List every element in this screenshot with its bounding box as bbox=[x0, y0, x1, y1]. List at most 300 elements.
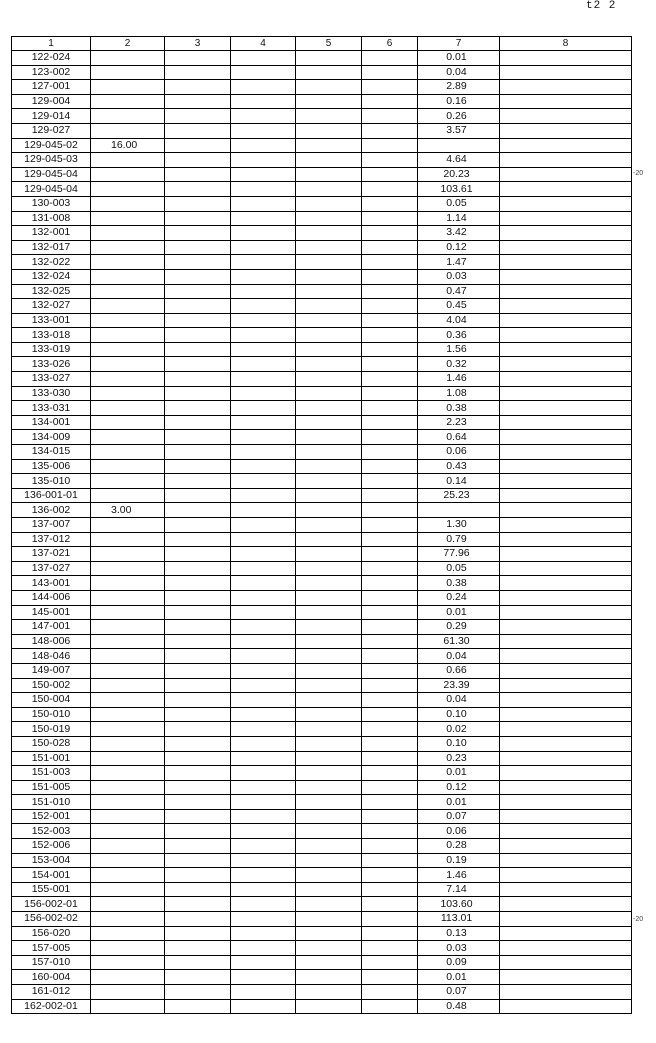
cell-col-7: 0.19 bbox=[418, 853, 500, 868]
cell-col-1: 133-001 bbox=[12, 313, 91, 328]
cell-col-7: 1.46 bbox=[418, 372, 500, 387]
cell-col-2 bbox=[91, 51, 165, 66]
empty-cell bbox=[165, 532, 231, 547]
empty-cell bbox=[165, 678, 231, 693]
empty-cell bbox=[165, 722, 231, 737]
empty-cell bbox=[231, 999, 296, 1014]
cell-col-2 bbox=[91, 401, 165, 416]
empty-cell bbox=[296, 284, 362, 299]
cell-col-1: 144-006 bbox=[12, 590, 91, 605]
cell-col-7: 0.04 bbox=[418, 649, 500, 664]
empty-cell bbox=[296, 123, 362, 138]
empty-cell bbox=[362, 284, 418, 299]
cell-col-7: 77.96 bbox=[418, 547, 500, 562]
cell-col-1: 133-019 bbox=[12, 342, 91, 357]
table-row bbox=[12, 109, 632, 124]
cell-col-2 bbox=[91, 255, 165, 270]
empty-cell bbox=[500, 123, 632, 138]
empty-cell bbox=[362, 488, 418, 503]
cell-col-1: 155-001 bbox=[12, 882, 91, 897]
cell-col-1: 134-009 bbox=[12, 430, 91, 445]
table-row bbox=[12, 678, 632, 693]
cell-col-2 bbox=[91, 576, 165, 591]
cell-col-7: 0.01 bbox=[418, 795, 500, 810]
cell-col-2 bbox=[91, 65, 165, 80]
cell-col-1: 153-004 bbox=[12, 853, 91, 868]
empty-cell bbox=[296, 94, 362, 109]
ledger-table bbox=[11, 36, 632, 1014]
cell-col-2 bbox=[91, 912, 165, 927]
empty-cell bbox=[231, 853, 296, 868]
empty-cell bbox=[165, 459, 231, 474]
table-row bbox=[12, 328, 632, 343]
empty-cell bbox=[165, 474, 231, 489]
empty-cell bbox=[500, 518, 632, 533]
margin-note: -20 bbox=[633, 916, 644, 923]
empty-cell bbox=[231, 167, 296, 182]
empty-cell bbox=[231, 561, 296, 576]
empty-cell bbox=[500, 766, 632, 781]
empty-cell bbox=[165, 65, 231, 80]
cell-col-2 bbox=[91, 488, 165, 503]
cell-col-1: 151-001 bbox=[12, 751, 91, 766]
table-row bbox=[12, 605, 632, 620]
empty-cell bbox=[165, 445, 231, 460]
empty-cell bbox=[231, 284, 296, 299]
empty-cell bbox=[231, 196, 296, 211]
empty-cell bbox=[231, 985, 296, 1000]
empty-cell bbox=[231, 211, 296, 226]
cell-col-1: 134-001 bbox=[12, 415, 91, 430]
empty-cell bbox=[165, 51, 231, 66]
table-row bbox=[12, 824, 632, 839]
empty-cell bbox=[231, 299, 296, 314]
empty-cell bbox=[362, 853, 418, 868]
empty-cell bbox=[362, 532, 418, 547]
table-row bbox=[12, 736, 632, 751]
cell-col-1: 129-004 bbox=[12, 94, 91, 109]
cell-col-2 bbox=[91, 299, 165, 314]
page-marker: t2 2 bbox=[586, 0, 617, 12]
empty-cell bbox=[296, 109, 362, 124]
cell-col-7: 0.79 bbox=[418, 532, 500, 547]
empty-cell bbox=[165, 766, 231, 781]
empty-cell bbox=[296, 196, 362, 211]
empty-cell bbox=[165, 284, 231, 299]
empty-cell bbox=[231, 576, 296, 591]
empty-cell bbox=[296, 182, 362, 197]
empty-cell bbox=[165, 503, 231, 518]
empty-cell bbox=[231, 342, 296, 357]
cell-col-7: 0.06 bbox=[418, 824, 500, 839]
cell-col-2 bbox=[91, 766, 165, 781]
cell-col-7: 4.64 bbox=[418, 153, 500, 168]
cell-col-2 bbox=[91, 824, 165, 839]
table-row bbox=[12, 80, 632, 95]
empty-cell bbox=[231, 605, 296, 620]
empty-cell bbox=[231, 269, 296, 284]
table-row bbox=[12, 211, 632, 226]
cell-col-2 bbox=[91, 839, 165, 854]
cell-col-2 bbox=[91, 153, 165, 168]
table-row bbox=[12, 299, 632, 314]
empty-cell bbox=[296, 138, 362, 153]
cell-col-2 bbox=[91, 605, 165, 620]
table-row bbox=[12, 912, 632, 927]
cell-col-7: 0.02 bbox=[418, 722, 500, 737]
empty-cell bbox=[165, 94, 231, 109]
empty-cell bbox=[231, 532, 296, 547]
cell-col-1: 132-017 bbox=[12, 240, 91, 255]
empty-cell bbox=[362, 138, 418, 153]
cell-col-7: 0.04 bbox=[418, 65, 500, 80]
cell-col-7: 1.08 bbox=[418, 386, 500, 401]
cell-col-1: 136-002 bbox=[12, 503, 91, 518]
cell-col-1: 151-005 bbox=[12, 780, 91, 795]
empty-cell bbox=[231, 153, 296, 168]
cell-col-1: 132-024 bbox=[12, 269, 91, 284]
table-row bbox=[12, 634, 632, 649]
empty-cell bbox=[296, 868, 362, 883]
cell-col-2 bbox=[91, 751, 165, 766]
cell-col-1: 157-005 bbox=[12, 941, 91, 956]
empty-cell bbox=[362, 445, 418, 460]
empty-cell bbox=[362, 211, 418, 226]
empty-cell bbox=[362, 605, 418, 620]
cell-col-1: 157-010 bbox=[12, 955, 91, 970]
table-row bbox=[12, 809, 632, 824]
table-row bbox=[12, 459, 632, 474]
empty-cell bbox=[296, 255, 362, 270]
empty-cell bbox=[500, 445, 632, 460]
table-row bbox=[12, 722, 632, 737]
cell-col-7: 0.12 bbox=[418, 240, 500, 255]
empty-cell bbox=[362, 707, 418, 722]
empty-cell bbox=[296, 561, 362, 576]
empty-cell bbox=[362, 634, 418, 649]
empty-cell bbox=[165, 620, 231, 635]
cell-col-1: 129-045-04 bbox=[12, 167, 91, 182]
empty-cell bbox=[231, 240, 296, 255]
empty-cell bbox=[500, 65, 632, 80]
empty-cell bbox=[362, 459, 418, 474]
cell-col-2 bbox=[91, 182, 165, 197]
empty-cell bbox=[296, 415, 362, 430]
cell-col-2 bbox=[91, 459, 165, 474]
empty-cell bbox=[296, 839, 362, 854]
cell-col-1: 132-022 bbox=[12, 255, 91, 270]
table-row bbox=[12, 372, 632, 387]
cell-col-7: 1.47 bbox=[418, 255, 500, 270]
empty-cell bbox=[362, 561, 418, 576]
cell-col-7: 61.30 bbox=[418, 634, 500, 649]
empty-cell bbox=[231, 94, 296, 109]
empty-cell bbox=[500, 430, 632, 445]
empty-cell bbox=[362, 430, 418, 445]
empty-cell bbox=[165, 795, 231, 810]
empty-cell bbox=[296, 780, 362, 795]
cell-col-1: 148-046 bbox=[12, 649, 91, 664]
empty-cell bbox=[165, 299, 231, 314]
empty-cell bbox=[500, 459, 632, 474]
empty-cell bbox=[500, 590, 632, 605]
table-row bbox=[12, 868, 632, 883]
empty-cell bbox=[500, 357, 632, 372]
empty-cell bbox=[362, 94, 418, 109]
table-row bbox=[12, 897, 632, 912]
empty-cell bbox=[165, 736, 231, 751]
cell-col-2 bbox=[91, 342, 165, 357]
cell-col-2: 16.00 bbox=[91, 138, 165, 153]
cell-col-2 bbox=[91, 970, 165, 985]
empty-cell bbox=[362, 547, 418, 562]
column-header: 1 bbox=[12, 37, 91, 51]
cell-col-2 bbox=[91, 386, 165, 401]
table-row bbox=[12, 999, 632, 1014]
empty-cell bbox=[296, 459, 362, 474]
cell-col-1: 152-001 bbox=[12, 809, 91, 824]
empty-cell bbox=[362, 649, 418, 664]
empty-cell bbox=[165, 182, 231, 197]
cell-col-2 bbox=[91, 269, 165, 284]
empty-cell bbox=[165, 839, 231, 854]
table-row bbox=[12, 853, 632, 868]
cell-col-7: 25.23 bbox=[418, 488, 500, 503]
table-row bbox=[12, 839, 632, 854]
empty-cell bbox=[231, 255, 296, 270]
empty-cell bbox=[296, 620, 362, 635]
empty-cell bbox=[362, 780, 418, 795]
empty-cell bbox=[500, 620, 632, 635]
cell-col-2 bbox=[91, 620, 165, 635]
table-row bbox=[12, 94, 632, 109]
empty-cell bbox=[296, 795, 362, 810]
empty-cell bbox=[296, 65, 362, 80]
cell-col-7: 103.61 bbox=[418, 182, 500, 197]
cell-col-1: 156-020 bbox=[12, 926, 91, 941]
table-row bbox=[12, 357, 632, 372]
table-row bbox=[12, 518, 632, 533]
empty-cell bbox=[296, 941, 362, 956]
table-row bbox=[12, 576, 632, 591]
empty-cell bbox=[231, 328, 296, 343]
empty-cell bbox=[500, 299, 632, 314]
empty-cell bbox=[362, 736, 418, 751]
empty-cell bbox=[296, 269, 362, 284]
cell-col-7 bbox=[418, 503, 500, 518]
cell-col-7: 0.13 bbox=[418, 926, 500, 941]
table-row bbox=[12, 590, 632, 605]
table-row bbox=[12, 751, 632, 766]
cell-col-7: 113.01 bbox=[418, 912, 500, 927]
cell-col-1: 162-002-01 bbox=[12, 999, 91, 1014]
empty-cell bbox=[500, 342, 632, 357]
empty-cell bbox=[500, 999, 632, 1014]
empty-cell bbox=[165, 999, 231, 1014]
empty-cell bbox=[362, 824, 418, 839]
empty-cell bbox=[165, 269, 231, 284]
empty-cell bbox=[500, 678, 632, 693]
empty-cell bbox=[362, 123, 418, 138]
empty-cell bbox=[296, 605, 362, 620]
empty-cell bbox=[500, 386, 632, 401]
empty-cell bbox=[231, 926, 296, 941]
cell-col-7: 0.06 bbox=[418, 445, 500, 460]
empty-cell bbox=[231, 386, 296, 401]
cell-col-2 bbox=[91, 313, 165, 328]
empty-cell bbox=[231, 138, 296, 153]
empty-cell bbox=[165, 590, 231, 605]
cell-col-2 bbox=[91, 80, 165, 95]
cell-col-7: 1.30 bbox=[418, 518, 500, 533]
empty-cell bbox=[362, 372, 418, 387]
table-row bbox=[12, 269, 632, 284]
cell-col-1: 137-021 bbox=[12, 547, 91, 562]
empty-cell bbox=[362, 226, 418, 241]
empty-cell bbox=[231, 488, 296, 503]
cell-col-2 bbox=[91, 941, 165, 956]
empty-cell bbox=[296, 766, 362, 781]
empty-cell bbox=[500, 809, 632, 824]
empty-cell bbox=[231, 51, 296, 66]
empty-cell bbox=[165, 985, 231, 1000]
empty-cell bbox=[500, 415, 632, 430]
empty-cell bbox=[231, 912, 296, 927]
empty-cell bbox=[500, 693, 632, 708]
cell-col-7: 1.46 bbox=[418, 868, 500, 883]
cell-col-2 bbox=[91, 897, 165, 912]
cell-col-2 bbox=[91, 196, 165, 211]
cell-col-1: 133-018 bbox=[12, 328, 91, 343]
cell-col-7: 0.01 bbox=[418, 970, 500, 985]
empty-cell bbox=[296, 955, 362, 970]
cell-col-1: 160-004 bbox=[12, 970, 91, 985]
empty-cell bbox=[362, 386, 418, 401]
empty-cell bbox=[362, 868, 418, 883]
empty-cell bbox=[231, 372, 296, 387]
table-row bbox=[12, 123, 632, 138]
cell-col-2 bbox=[91, 328, 165, 343]
empty-cell bbox=[165, 882, 231, 897]
empty-cell bbox=[296, 386, 362, 401]
empty-cell bbox=[296, 634, 362, 649]
cell-col-2 bbox=[91, 736, 165, 751]
empty-cell bbox=[296, 313, 362, 328]
empty-cell bbox=[296, 897, 362, 912]
cell-col-7: 3.57 bbox=[418, 123, 500, 138]
empty-cell bbox=[296, 985, 362, 1000]
cell-col-7: 0.38 bbox=[418, 401, 500, 416]
empty-cell bbox=[296, 80, 362, 95]
empty-cell bbox=[362, 941, 418, 956]
empty-cell bbox=[500, 372, 632, 387]
empty-cell bbox=[231, 415, 296, 430]
cell-col-2 bbox=[91, 518, 165, 533]
cell-col-1: 133-031 bbox=[12, 401, 91, 416]
empty-cell bbox=[500, 255, 632, 270]
cell-col-1: 143-001 bbox=[12, 576, 91, 591]
cell-col-1: 135-010 bbox=[12, 474, 91, 489]
cell-col-1: 150-002 bbox=[12, 678, 91, 693]
cell-col-1: 137-027 bbox=[12, 561, 91, 576]
empty-cell bbox=[165, 138, 231, 153]
empty-cell bbox=[500, 547, 632, 562]
cell-col-7: 0.24 bbox=[418, 590, 500, 605]
empty-cell bbox=[500, 912, 632, 927]
empty-cell bbox=[165, 780, 231, 795]
cell-col-7: 0.01 bbox=[418, 605, 500, 620]
empty-cell bbox=[500, 839, 632, 854]
empty-cell bbox=[165, 153, 231, 168]
empty-cell bbox=[165, 634, 231, 649]
empty-cell bbox=[296, 853, 362, 868]
empty-cell bbox=[362, 313, 418, 328]
empty-cell bbox=[296, 328, 362, 343]
empty-cell bbox=[165, 853, 231, 868]
cell-col-7: 0.32 bbox=[418, 357, 500, 372]
empty-cell bbox=[296, 445, 362, 460]
cell-col-2 bbox=[91, 853, 165, 868]
empty-cell bbox=[231, 897, 296, 912]
empty-cell bbox=[362, 153, 418, 168]
empty-cell bbox=[500, 153, 632, 168]
cell-col-7: 0.47 bbox=[418, 284, 500, 299]
empty-cell bbox=[231, 766, 296, 781]
empty-cell bbox=[165, 518, 231, 533]
table-row bbox=[12, 620, 632, 635]
empty-cell bbox=[296, 882, 362, 897]
empty-cell bbox=[362, 240, 418, 255]
cell-col-1: 152-006 bbox=[12, 839, 91, 854]
empty-cell bbox=[362, 999, 418, 1014]
empty-cell bbox=[231, 547, 296, 562]
cell-col-1: 133-026 bbox=[12, 357, 91, 372]
empty-cell bbox=[500, 795, 632, 810]
empty-cell bbox=[165, 80, 231, 95]
empty-cell bbox=[362, 328, 418, 343]
empty-cell bbox=[362, 299, 418, 314]
empty-cell bbox=[231, 518, 296, 533]
cell-col-2 bbox=[91, 634, 165, 649]
empty-cell bbox=[231, 882, 296, 897]
empty-cell bbox=[296, 153, 362, 168]
table-row bbox=[12, 488, 632, 503]
empty-cell bbox=[362, 970, 418, 985]
cell-col-2 bbox=[91, 211, 165, 226]
cell-col-7: 2.23 bbox=[418, 415, 500, 430]
table-row bbox=[12, 503, 632, 518]
table-row bbox=[12, 970, 632, 985]
empty-cell bbox=[296, 167, 362, 182]
cell-col-1: 145-001 bbox=[12, 605, 91, 620]
cell-col-2 bbox=[91, 795, 165, 810]
empty-cell bbox=[500, 182, 632, 197]
empty-cell bbox=[500, 109, 632, 124]
empty-cell bbox=[231, 474, 296, 489]
empty-cell bbox=[165, 561, 231, 576]
cell-col-7: 2.89 bbox=[418, 80, 500, 95]
empty-cell bbox=[165, 430, 231, 445]
empty-cell bbox=[362, 809, 418, 824]
cell-col-2 bbox=[91, 357, 165, 372]
cell-col-1: 156-002-02 bbox=[12, 912, 91, 927]
cell-col-1: 123-002 bbox=[12, 65, 91, 80]
empty-cell bbox=[231, 736, 296, 751]
table-row bbox=[12, 386, 632, 401]
cell-col-1: 149-007 bbox=[12, 663, 91, 678]
empty-cell bbox=[500, 882, 632, 897]
cell-col-2: 3.00 bbox=[91, 503, 165, 518]
